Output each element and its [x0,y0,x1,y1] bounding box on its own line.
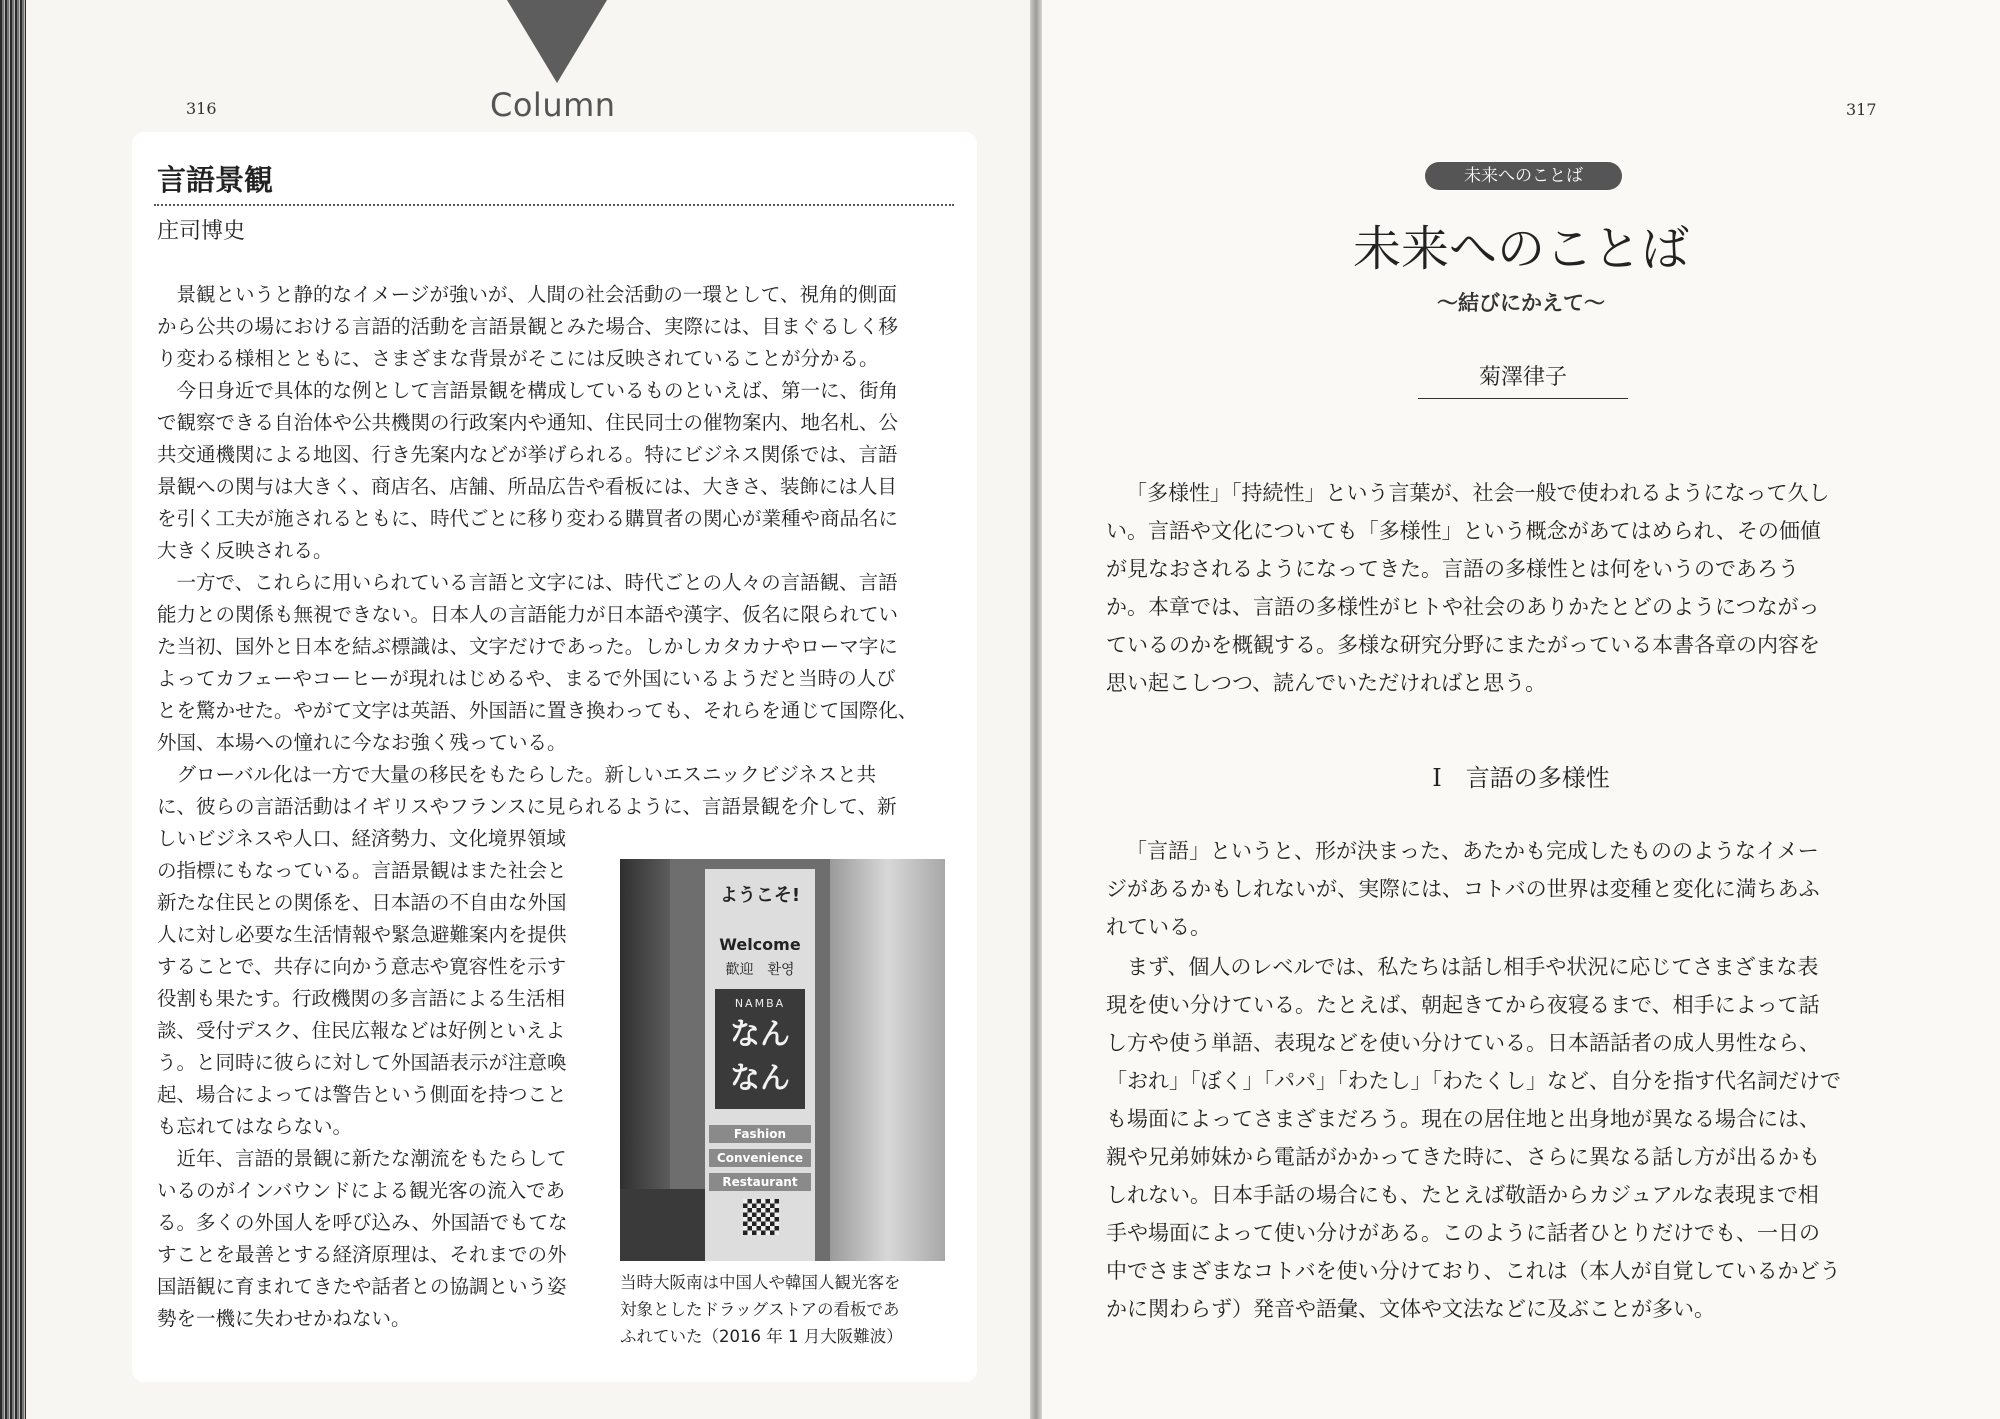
body-line: を引く工夫が施されるともに、時代ごとに移り変わる購買者の関心が業種や商品名に [157,507,899,530]
book-page-edges [0,0,26,1419]
chapter-badge: 未来へのことば [1425,162,1622,190]
book-gutter [1030,0,1042,1419]
wrap-line: しいビジネスや人口、経済勢力、文化境界領域 [157,827,566,850]
section-line: かに関わらず）発音や語彙、文体や文法などに及ぶことが多い。 [1106,1297,1715,1321]
wrap-line: 人に対し必要な生活情報や緊急避難案内を提供 [157,923,567,946]
wrap-line: る。多くの外国人を呼び込み、外国語でもてな [157,1211,568,1234]
section-line: れている。 [1106,915,1211,939]
wrap-line: の指標にもなっている。言語景観はまた社会と [157,859,567,882]
body-line: グローバル化は一方で大量の移民をもたらした。新しいエスニックビジネスと共 [157,763,877,786]
section-line: し方や使う単語、表現などを使い分けている。日本語話者の成人男性なら、 [1106,1031,1820,1055]
section-line: 手や場面によって使い分けがある。このように話者ひとりだけでも、一日の [1106,1221,1820,1245]
body-line: 大きく反映される。 [157,539,333,562]
nannan-logo-bottom: なん [730,1061,790,1096]
wrap-line: いるのがインバウンドによる観光客の流入であ [157,1179,566,1202]
body-line: 一方で、これらに用いられている言語と文字には、時代ごとの人々の言語観、言語 [157,571,898,594]
wrap-line: 近年、言語的景観に新たな潮流をもたらして [157,1147,567,1170]
section-line: しれない。日本手話の場合にも、たとえば敬語からカジュアルな表現まで相 [1106,1183,1819,1207]
wrap-line: 勢を一機に失わせかねない。 [157,1307,411,1330]
wrap-line: することで、共存に向かう意志や寛容性を示す [157,955,567,978]
section-line: も場面によってさまざまだろう。現在の居住地と出身地が異なる場合には、 [1106,1107,1820,1131]
namba-logo-text: NAMBA [734,997,786,1010]
body-line: 外国、本場への憧れに今なお強く残っている。 [157,731,567,754]
sign-fashion: Fashion [709,1125,811,1143]
wrap-line: 起、場合によっては警告という側面を持つこと [157,1083,567,1106]
body-line: で観察できる自治体や公共機関の行政案内や通知、住民同士の催物案内、地名札、公 [157,411,899,434]
wrap-line: 新たな住民との関係を、日本語の不自由な外国 [157,891,567,914]
body-line: から公共の場における言語的活動を言語景観とみた場合、実際には、目まぐるしく移 [157,315,899,338]
photo-floor [620,1189,710,1261]
wrap-line: 談、受付デスク、住民広報などは好例といえよ [157,1019,565,1042]
section-line: 「おれ」「ぼく」「パパ」「わたし」「わたくし」など、自分を指す代名詞だけで [1106,1069,1841,1093]
namba-logo [715,989,805,1109]
nannan-logo-top: なん [730,1017,790,1052]
column-title: 言語景観 [157,163,274,197]
column-marker-triangle-icon [507,0,607,83]
intro-line: 「多様性」「持続性」という言葉が、社会一般で使われるようになって久し [1126,481,1830,505]
namba-sign-photo [620,859,945,1261]
chapter-subtitle: ～結びにかえて～ [1437,291,1605,315]
author-underline [1418,398,1628,399]
intro-line: が見なおされるようになってきた。言語の多様性とは何をいうのであろう [1106,557,1799,581]
section-heading: Ⅰ 言語の多様性 [1432,764,1610,792]
body-line: 今日身近で具体的な例として言語景観を構成しているものといえば、第一に、街角 [157,379,899,402]
caption-line: 対象としたドラッグストアの看板であ [620,1300,900,1319]
sign-board [705,869,815,1261]
body-line: た当初、国外と日本を結ぶ標識は、文字だけであった。しかしカタカナやローマ字に [157,635,898,658]
wrap-line: 国語観に育まれてきたや話者との協調という姿 [157,1275,567,1298]
intro-line: ているのかを概観する。多様な研究分野にまたがっている本書各章の内容を [1106,633,1820,657]
body-line: 共交通機関による地図、行き先案内などが挙げられる。特にビジネス関係では、言語 [157,443,898,466]
section-line: 「言語」というと、形が決まった、あたかも完成したもののようなイメー [1126,839,1819,863]
wrap-line: う。と同時に彼らに対して外国語表示が注意喚 [157,1051,567,1074]
section-line: まず、個人のレベルでは、私たちは話し相手や状況に応じてさまざまな表 [1106,955,1819,979]
section-line: 中でさまざまなコトバを使い分けており、これは（本人が自覚しているかどう [1106,1259,1841,1283]
sign-restaurant: Restaurant [709,1173,811,1191]
sign-welcome: Welcome [719,935,801,954]
wrap-line: 役割も果たす。行政機関の多言語による生活相 [157,987,565,1010]
photo-wall [830,859,945,1261]
wrap-line: も忘れてはならない。 [157,1115,353,1138]
caption-line: 当時大阪南は中国人や韓国人観光客を [620,1273,901,1292]
sign-yokoso: ようこそ! [719,885,801,906]
caption-line: ふれていた（2016 年 1 月大阪難波） [620,1327,903,1346]
wrap-line: すことを最善とする経済原理は、それまでの外 [157,1243,567,1266]
sign-huanying: 歡迎 환영 [725,962,795,978]
intro-line: か。本章では、言語の多様性がヒトや社会のありかたとどのようにつながっ [1106,595,1820,619]
column-label: Column [490,86,616,124]
body-line: に、彼らの言語活動はイギリスやフランスに見られるように、言語景観を介して、新 [157,795,897,818]
intro-line: い。言語や文化についても「多様性」という概念があてはめられ、その価値 [1106,519,1821,543]
body-line: り変わる様相とともに、さまざまな背景がそこには反映されていることが分かる。 [157,347,879,370]
title-dotted-rule [154,204,954,206]
intro-line: 思い起こしつつ、読んでいただければと思う。 [1106,671,1547,695]
body-line: 景観というと静的なイメージが強いが、人間の社会活動の一環として、視角的側面 [157,283,898,306]
column-author: 庄司博史 [157,219,246,244]
body-line: よってカフェーやコーヒーが現れはじめるや、まるで外国にいるようだと当時の人び [157,667,896,690]
sign-convenience: Convenience [709,1149,811,1167]
body-line: 景観への関与は大きく、商店名、店舗、所品広告や看板には、大きさ、装飾には人目 [157,475,897,498]
column-panel [132,132,977,1382]
body-line: とを驚かせた。やがて文字は英語、外国語に置き換わっても、それらを通じて国際化、 [157,699,918,722]
section-line: 親や兄弟姉妹から電話がかかってきた時に、さらに異なる話し方が出るかも [1106,1145,1820,1169]
section-line: 現を使い分けている。たとえば、朝起きてから夜寝るまで、相手によって話 [1106,993,1820,1017]
section-line: ジがあるかもしれないが、実際には、コトバの世界は変種と変化に満ちあふ [1106,877,1820,901]
right-page-number: 317 [1846,100,1877,119]
left-page-number: 316 [186,99,217,118]
chapter-author: 菊澤律子 [1478,365,1567,390]
body-line: 能力との関係も無視できない。日本人の言語能力が日本語や漢字、仮名に限られてい [157,603,899,626]
qr-code-icon [743,1199,779,1235]
chapter-title: 未来へのことば [1352,221,1689,277]
